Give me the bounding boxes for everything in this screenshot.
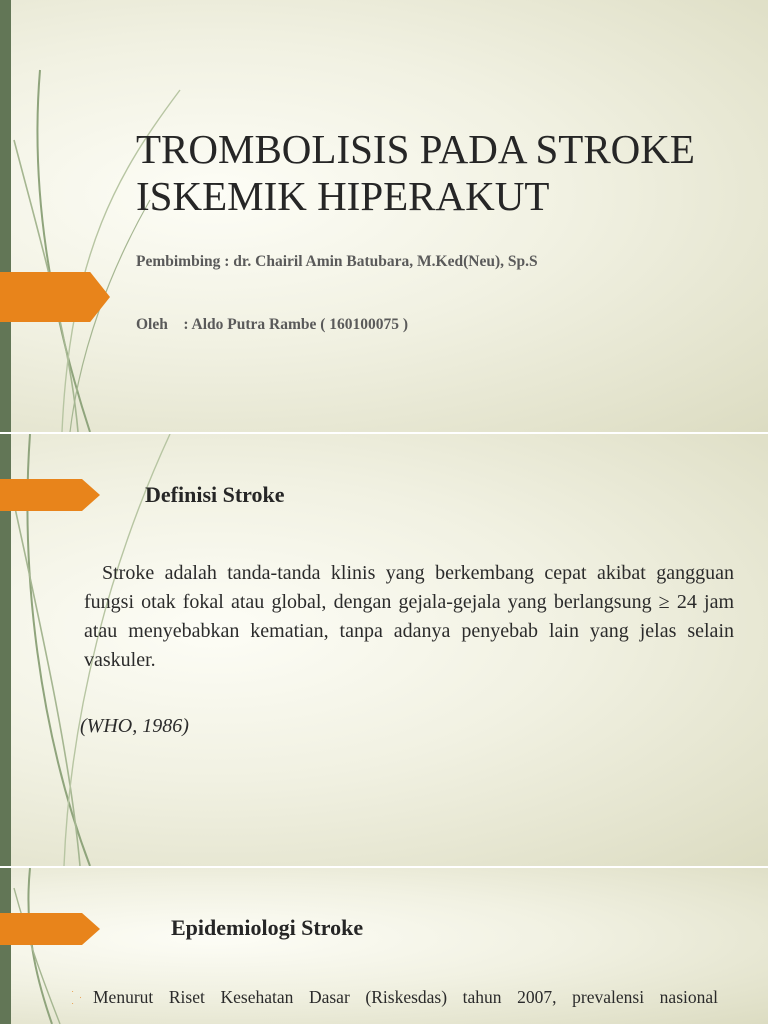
presentation-title: TROMBOLISIS PADA STROKE ISKEMIK HIPERAKUT	[136, 126, 695, 219]
definition-slide	[0, 434, 768, 866]
orange-arrow-marker	[0, 913, 100, 945]
orange-arrow-marker	[0, 272, 110, 322]
author-line: Oleh : Aldo Putra Rambe ( 160100075 )	[136, 316, 409, 333]
title-slide	[0, 0, 768, 432]
slide-left-accent-bar	[0, 0, 11, 432]
citation-text: (WHO, 1986)	[80, 715, 189, 737]
slide-left-accent-bar	[0, 868, 11, 1024]
orange-arrow-marker	[0, 479, 100, 511]
bullet-text: Menurut Riset Kesehatan Dasar (Riskesdas) tahun 2007, prevalensi nasional	[93, 987, 718, 1007]
definition-paragraph: Stroke adalah tanda-tanda klinis yang berkembang cepat akibat gangguan fungsi otak fokal atau global, dengan gejala-gejala yang berlangsung ≥ 24 jam atau menyebabkan kematian, tanpa adanya penyebab lain yang jelas selain vaskuler.	[84, 562, 734, 671]
section-heading: Epidemiologi Stroke	[171, 915, 364, 940]
supervisor-line: Pembimbing : dr. Chairil Amin Batubara, M.Ked(Neu), Sp.S	[136, 253, 538, 270]
epidemiology-slide	[0, 868, 768, 1024]
chevron-bullet-icon	[72, 991, 81, 1004]
section-heading: Definisi Stroke	[145, 482, 285, 507]
